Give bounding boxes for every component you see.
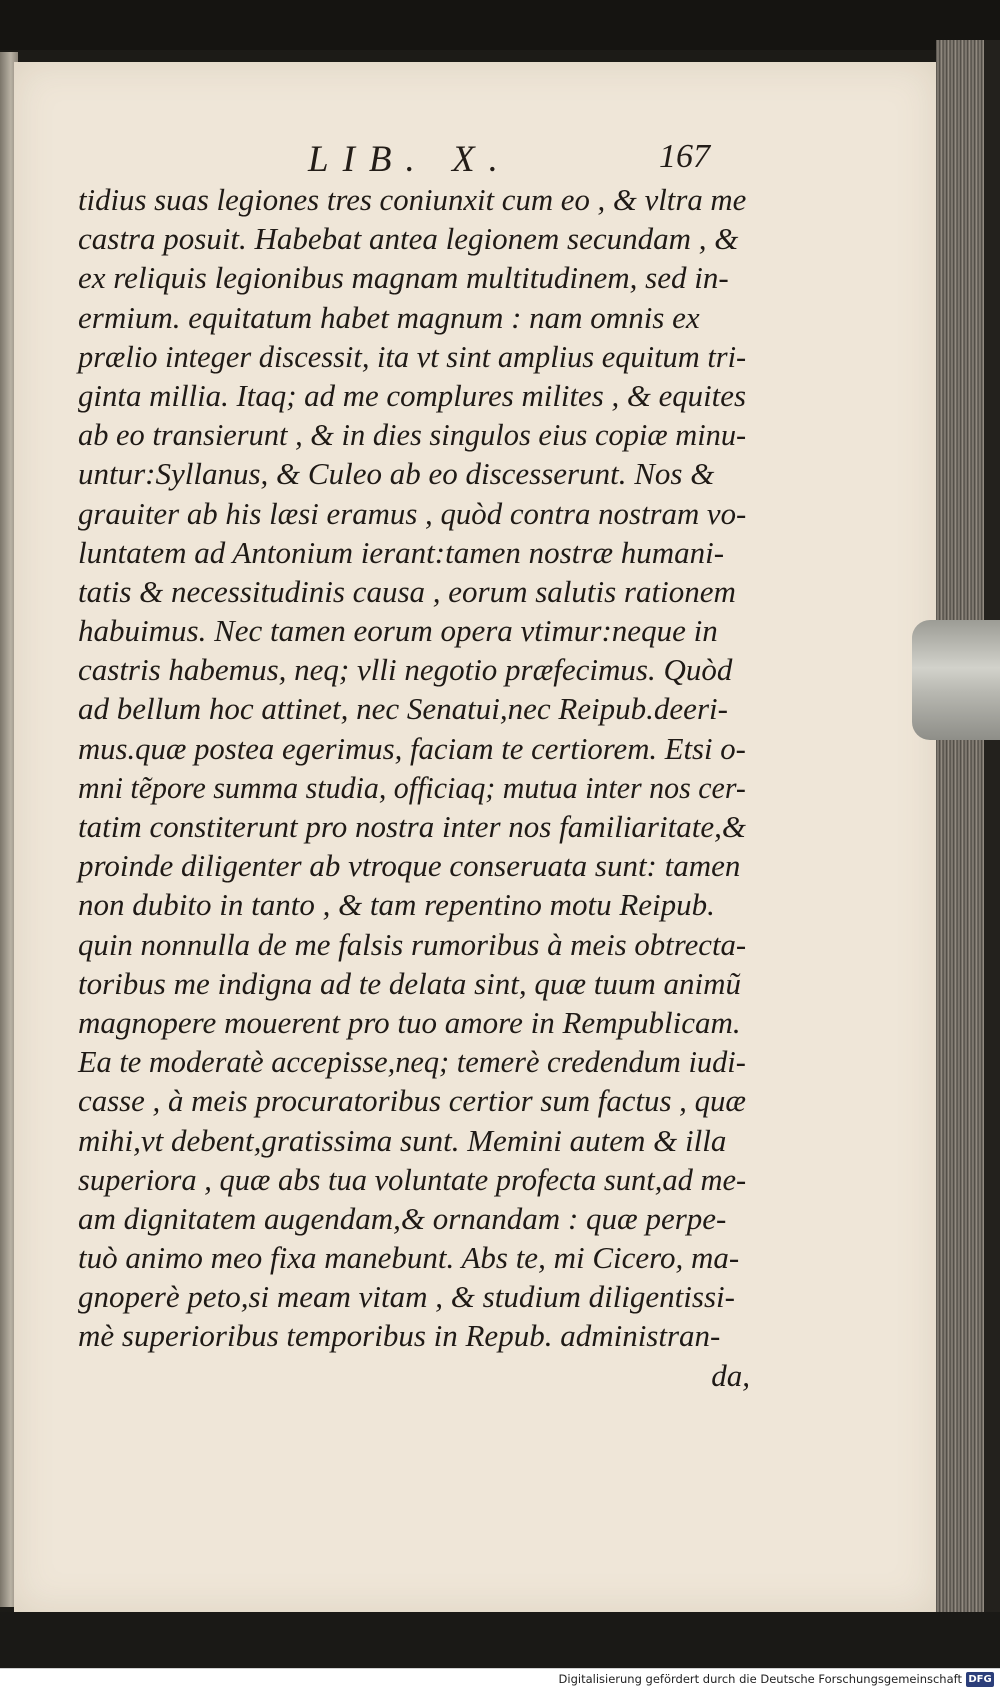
text-line: tatis & necessitudinis causa , eorum salutis rationem: [78, 573, 736, 609]
text-line: mihi,vt debent,gratissima sunt. Memini autem & illa: [78, 1122, 727, 1158]
text-line: non dubito in tanto , & tam repentino motu Reipub.: [78, 887, 715, 923]
text-line: grauiter ab his læsi eramus , quòd contra nostram vo-: [78, 495, 747, 531]
running-title: LIB. X.: [308, 139, 512, 180]
digitization-credit: Digitalisierung gefördert durch die Deutsche Forschungsgemeinschaft: [558, 1672, 962, 1686]
text-line: mè superioribus temporibus in Repub. administran-: [78, 1318, 721, 1354]
body-text: [78, 180, 758, 1395]
text-line: magnopere mouerent pro tuo amore in Rempublicam.: [78, 1004, 741, 1040]
scanner-background-right: [984, 40, 1000, 1620]
text-line: Ea te moderatè accepisse,neq; temerè credendum iudi-: [78, 1044, 746, 1080]
catchword: da,: [711, 1357, 750, 1393]
text-line: mni tẽpore summa studia, officiaq; mutua inter nos cer-: [78, 769, 746, 805]
page-number: 167: [659, 138, 710, 175]
text-line: castra posuit. Habebat antea legionem secundam , &: [78, 221, 739, 257]
text-line: gnoperè peto,si meam vitam , & studium diligentissi-: [78, 1279, 735, 1315]
text-line: toribus me indigna ad te delata sint, quæ tuum animũ: [78, 965, 742, 1001]
text-line: casse , à meis procuratoribus certior sum factus , quæ: [78, 1083, 747, 1119]
text-line: mus.quæ postea egerimus, faciam te certiorem. Etsi o-: [78, 730, 746, 766]
digitization-footer: [0, 1668, 1000, 1692]
text-line: ex reliquis legionibus magnam multitudinem, sed in-: [78, 260, 729, 296]
text-line: ad bellum hoc attinet, nec Senatui,nec Reipub.deeri-: [78, 691, 728, 727]
text-line: ab eo transierunt , & in dies singulos eius copiæ minu-: [78, 417, 747, 453]
page-header: [300, 138, 720, 186]
text-line: am dignitatem augendam,& ornandam : quæ perpe-: [78, 1200, 727, 1236]
text-line: tidius suas legiones tres coniunxit cum eo , & vltra me: [78, 182, 747, 217]
text-line: castris habemus, neq; vlli negotio præfecimus. Quòd: [78, 652, 733, 688]
text-line: prælio integer discessit, ita vt sint amplius equitum tri-: [78, 338, 747, 374]
text-line: luntatem ad Antonium ierant:tamen nostræ humani-: [78, 534, 725, 570]
text-line: quin nonnulla de me falsis rumoribus à meis obtrecta-: [78, 926, 747, 962]
text-line: tatim constiterunt pro nostra inter nos familiaritate,&: [78, 809, 746, 844]
text-line: proinde diligenter ab vtroque conseruata sunt: tamen: [78, 848, 741, 884]
text-line: ginta millia. Itaq; ad me complures milites , & equites: [78, 377, 746, 413]
text-line: habuimus. Nec tamen eorum opera vtimur:neque in: [78, 613, 718, 649]
text-line: untur:Syllanus, & Culeo ab eo discesserunt. Nos &: [78, 456, 715, 492]
scanner-background-top: [0, 0, 1000, 50]
scanner-background-bottom: [0, 1612, 1000, 1668]
text-line: superiora , quæ abs tua voluntate profecta sunt,ad me-: [78, 1161, 747, 1197]
dfg-logo-icon: DFG: [966, 1672, 994, 1687]
text-line: ermium. equitatum habet magnum : nam omnis ex: [78, 299, 700, 335]
text-line: tuò animo meo fixa manebunt. Abs te, mi Cicero, ma-: [78, 1240, 740, 1276]
page-clamp: [912, 620, 1000, 740]
